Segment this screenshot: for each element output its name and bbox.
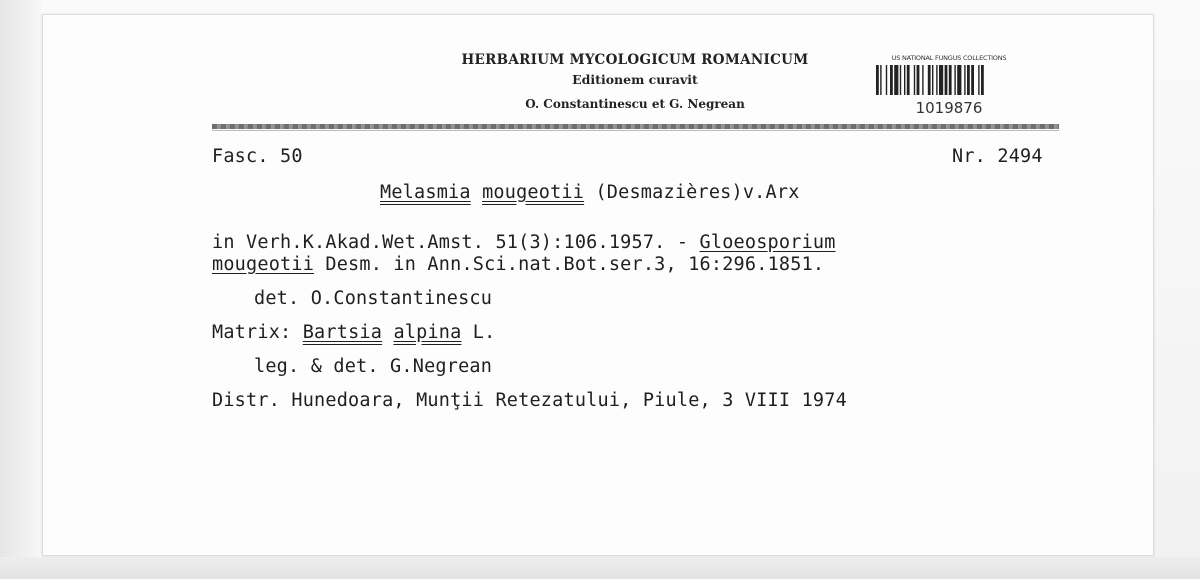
fascicle-number: Fasc. 50 bbox=[212, 146, 303, 167]
matrix-line bbox=[212, 322, 495, 343]
species-epithet: mougeotii bbox=[482, 182, 585, 203]
species-genus: Melasmia bbox=[380, 182, 471, 203]
citation-suffix: Desm. in Ann.Sci.nat.Bot.ser.3, 16:296.1851. bbox=[314, 254, 825, 275]
citation-line-1 bbox=[212, 232, 836, 253]
matrix-genus: Bartsia bbox=[302, 322, 383, 343]
determiner: det. O.Constantinescu bbox=[254, 288, 493, 309]
species-authors: (Desmazières)v.Arx bbox=[595, 182, 800, 203]
distribution-line: Distr. Hunedoara, Munţii Retezatului, Piule, 3 VIII 1974 bbox=[212, 390, 847, 411]
herbarium-subtitle: Editionem curavit bbox=[572, 72, 698, 87]
citation-line-2 bbox=[212, 254, 824, 275]
barcode-icon bbox=[876, 65, 1012, 95]
species-name bbox=[380, 182, 800, 203]
herbarium-title: HERBARIUM MYCOLOGICUM ROMANICUM bbox=[461, 52, 809, 68]
header-divider-thin bbox=[212, 130, 1059, 131]
basionym-epithet: mougeotii bbox=[212, 254, 315, 275]
herbarium-editors: O. Constantinescu et G. Negrean bbox=[525, 97, 745, 111]
basionym-genus: Gloeosporium bbox=[699, 232, 836, 253]
citation-prefix: in Verh.K.Akad.Wet.Amst. 51(3):106.1957. - bbox=[212, 232, 700, 253]
exsiccata-number: Nr. 2494 bbox=[952, 146, 1043, 167]
barcode-number: 1019876 bbox=[915, 99, 983, 117]
label-header bbox=[440, 50, 830, 116]
header-divider bbox=[212, 124, 1059, 129]
sheet-bottom-edge bbox=[0, 557, 1200, 579]
matrix-epithet: alpina bbox=[393, 322, 462, 343]
barcode-caption: US NATIONAL FUNGUS COLLECTIONS bbox=[891, 54, 1007, 62]
barcode-block bbox=[876, 54, 1022, 116]
collector-line: leg. & det. G.Negrean bbox=[254, 356, 493, 377]
matrix-author: L. bbox=[461, 322, 496, 343]
matrix-label: Matrix: bbox=[212, 322, 303, 343]
sheet-left-edge bbox=[0, 0, 42, 579]
